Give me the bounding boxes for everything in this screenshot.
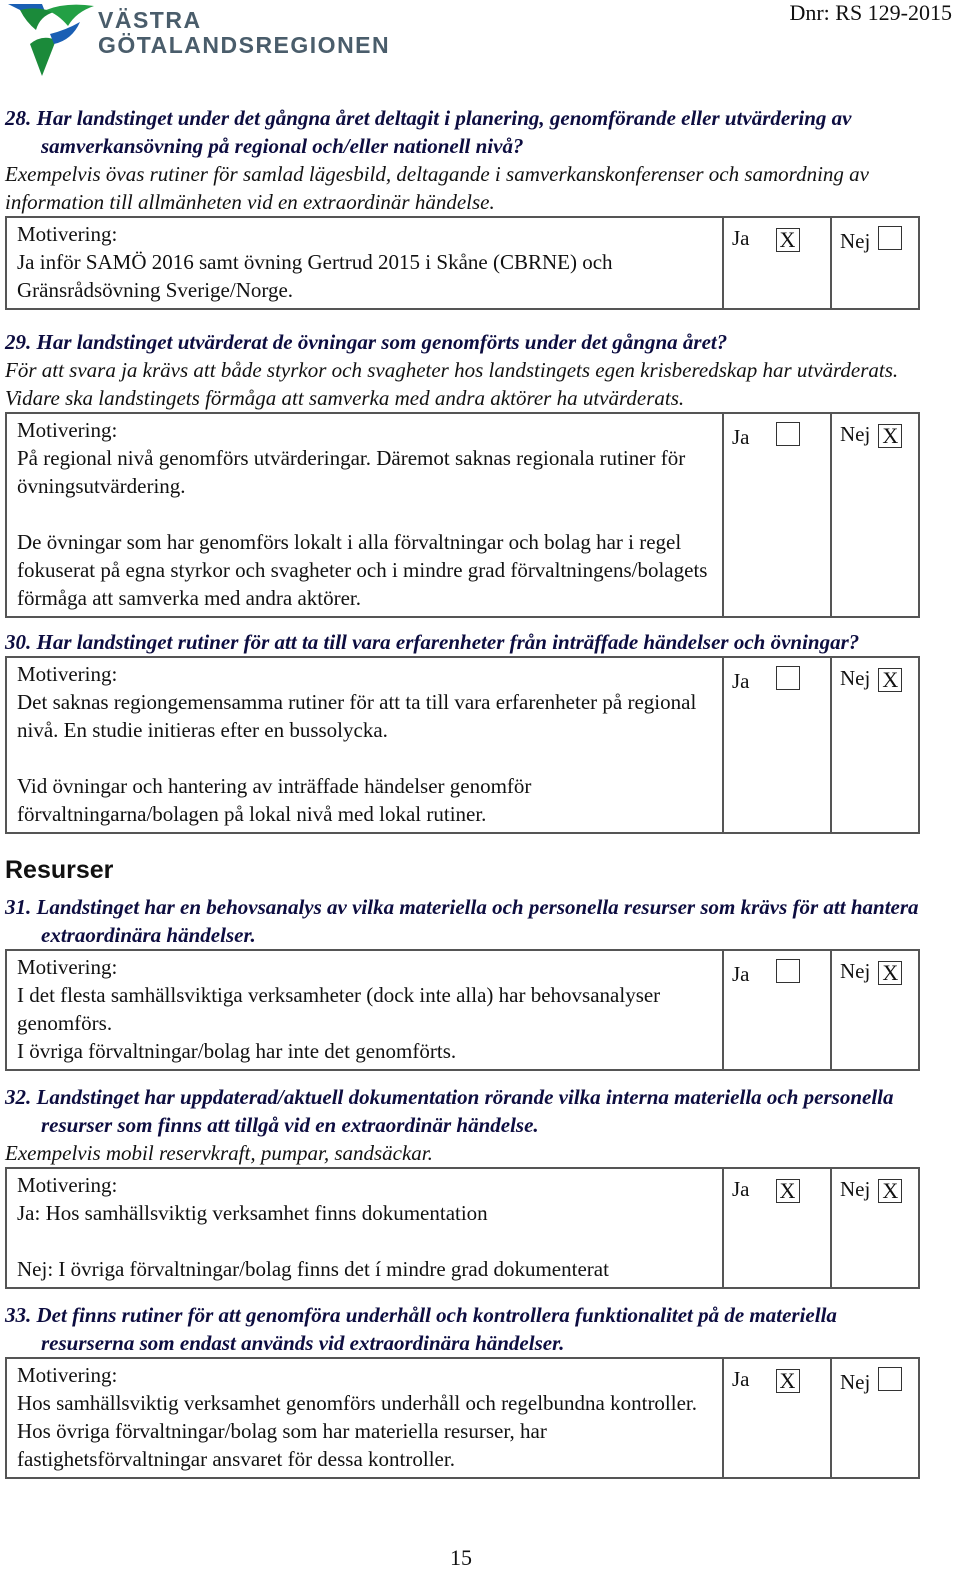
answer-box-31 (5, 949, 920, 1071)
ja-cell (724, 1169, 832, 1287)
ja-label: Ja (732, 1177, 750, 1201)
motivation-label: Motivering: (17, 222, 118, 246)
document-body (5, 104, 920, 1481)
question-32: 32. Landstinget har uppdaterad/aktuell dokumentation rörande vilka interna materiella och personella resurser som finns att tillgå vid en extraordinär händelse. (5, 1085, 894, 1137)
ja-label: Ja (732, 962, 750, 986)
nej-label: Nej (840, 422, 871, 446)
ja-checkbox[interactable]: X (776, 1179, 800, 1203)
logo-line2: GÖTALANDSREGIONEN (98, 32, 391, 58)
ja-checkbox[interactable] (776, 959, 800, 983)
motivation-text: Ja: Hos samhällsviktig verksamhet finns dokumentation (17, 1201, 488, 1225)
nej-checkbox[interactable] (878, 226, 902, 250)
ja-cell (724, 218, 832, 308)
ja-label: Ja (732, 1367, 750, 1391)
example-32: Exempelvis mobil reservkraft, pumpar, sandsäckar. (5, 1141, 433, 1165)
ja-checkbox[interactable]: X (776, 228, 800, 252)
question-31: 31. Landstinget har en behovsanalys av vilka materiella och personella resurser som krävs för att hantera extraordinära händelser. (5, 895, 919, 947)
answer-box-29 (5, 412, 920, 618)
nej-checkbox[interactable]: X (878, 1179, 902, 1203)
motivation-text: Hos samhällsviktig verksamhet genomförs underhåll och regelbundna kontroller. (17, 1391, 698, 1415)
question-30: 30. Har landstinget rutiner för att ta till vara erfarenheter från inträffade händelser och övningar? (5, 630, 860, 654)
ja-cell (724, 414, 832, 616)
question-29: 29. Har landstinget utvärderat de övningar som genomförts under det gångna året? (5, 330, 728, 354)
ja-label: Ja (732, 425, 750, 449)
motivation-label: Motivering: (17, 418, 118, 442)
motivation-label: Motivering: (17, 1363, 118, 1387)
nej-cell (832, 218, 938, 308)
answer-box-28 (5, 216, 920, 310)
nej-checkbox[interactable]: X (878, 961, 902, 985)
example-29: För att svara ja krävs att både styrkor och svagheter hos landstingets egen krisberedskap har utvärderats. Vidare ska landstingets förmåga att samverka med andra aktörer ha utvärderats. (5, 358, 899, 410)
ja-cell (724, 1359, 832, 1477)
ja-checkbox[interactable] (776, 666, 800, 690)
ja-cell (724, 658, 832, 832)
motivation-33 (7, 1359, 724, 1477)
nej-label: Nej (840, 1177, 871, 1201)
example-28: Exempelvis övas rutiner för samlad lägesbild, deltagande i samverkanskonferenser och samordning av information till allmänheten vid en extraordinär händelse. (5, 162, 869, 214)
nej-label: Nej (840, 229, 871, 253)
nej-label: Nej (840, 666, 871, 690)
question-28: 28. Har landstinget under det gångna året deltagit i planering, genomförande eller utvärdering av samverkansövning på regional och/eller nationell nivå? (5, 106, 852, 158)
ja-label: Ja (732, 226, 750, 250)
question-33: 33. Det finns rutiner för att genomföra underhåll och kontrollera funktionalitet på de materiella resurserna som endast används vid extraordinära händelser. (5, 1303, 837, 1355)
motivation-text-2: I övriga förvaltningar/bolag har inte det genomförts. (17, 1039, 457, 1063)
section-heading: Resurser (5, 856, 114, 884)
motivation-32 (7, 1169, 724, 1287)
motivation-31 (7, 951, 724, 1069)
motivation-label: Motivering: (17, 1173, 118, 1197)
motivation-text-2: Hos övriga förvaltningar/bolag som har materiella resurser, har fastighetsförvaltningar ansvaret för dessa kontroller. (17, 1419, 547, 1471)
motivation-label: Motivering: (17, 955, 118, 979)
motivation-29 (7, 414, 724, 616)
nej-label: Nej (840, 1370, 871, 1394)
nej-cell (832, 951, 938, 1069)
ja-label: Ja (732, 669, 750, 693)
vgr-logo-mark (6, 0, 98, 80)
ja-checkbox[interactable] (776, 422, 800, 446)
logo-line1: VÄSTRA (98, 7, 202, 33)
nej-cell (832, 1169, 938, 1287)
motivation-text: På regional nivå genomförs utvärderingar. Däremot saknas regionala rutiner för övningsutvärdering. (17, 446, 686, 498)
nej-checkbox[interactable] (878, 1367, 902, 1391)
ja-cell (724, 951, 832, 1069)
motivation-label: Motivering: (17, 662, 118, 686)
vgr-logo (6, 0, 391, 80)
answer-box-33 (5, 1357, 920, 1479)
motivation-28 (7, 218, 724, 308)
ja-checkbox[interactable]: X (776, 1369, 800, 1393)
nej-checkbox[interactable]: X (878, 668, 902, 692)
nej-cell (832, 1359, 938, 1477)
motivation-text: Ja inför SAMÖ 2016 samt övning Gertrud 2015 i Skåne (CBRNE) och Gränsrådsövning Sverige/Norge. (17, 250, 613, 302)
nej-label: Nej (840, 959, 871, 983)
nej-cell (832, 658, 938, 832)
motivation-30 (7, 658, 724, 832)
motivation-text-2: De övningar som har genomförs lokalt i alla förvaltningar och bolag har i regel fokuserat på egna styrkor och svagheter och i mindre grad förvaltningens/bolagets förmåga att samverka med andra aktörer. (17, 530, 708, 610)
page-number: 15 (450, 1545, 472, 1570)
answer-box-32 (5, 1167, 920, 1289)
document-number: Dnr: RS 129-2015 (789, 0, 952, 25)
motivation-text-2: Nej: I övriga förvaltningar/bolag finns det í mindre grad dokumenterat (17, 1257, 609, 1281)
motivation-text: Det saknas regiongemensamma rutiner för att ta till vara erfarenheter på regional nivå. En studie initieras efter en bussolycka. (17, 690, 697, 742)
answer-box-30 (5, 656, 920, 834)
nej-cell (832, 414, 938, 616)
motivation-text-2: Vid övningar och hantering av inträffade händelser genomför förvaltningarna/bolagen på lokal nivå med lokal rutiner. (17, 774, 532, 826)
motivation-text: I det flesta samhällsviktiga verksamheter (dock inte alla) har behovsanalyser genomförs. (17, 983, 661, 1035)
nej-checkbox[interactable]: X (878, 424, 902, 448)
